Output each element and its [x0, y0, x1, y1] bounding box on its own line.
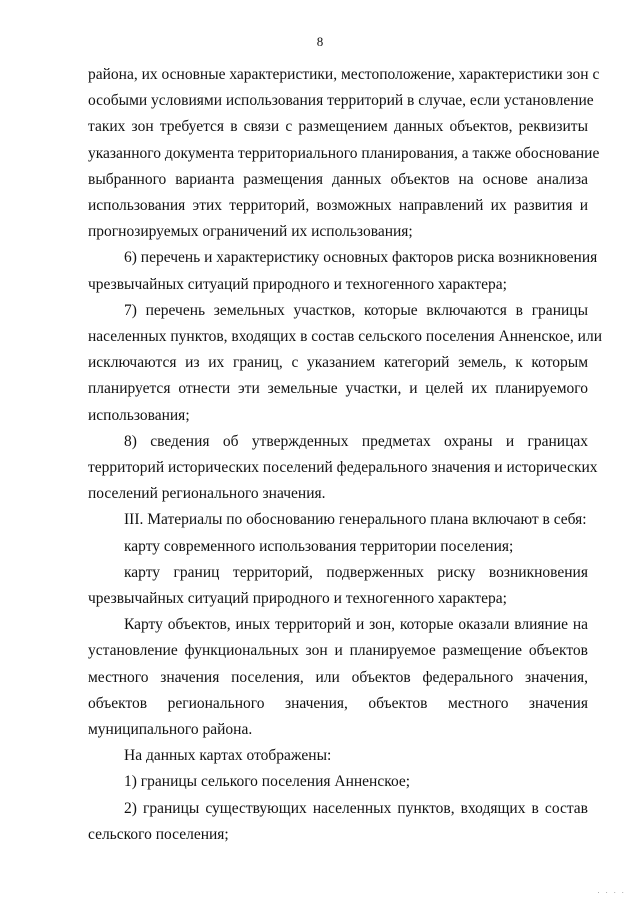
text-line: использования; — [88, 406, 190, 424]
paragraph-item-8 — [88, 429, 598, 508]
scan-corner-mark: · · · · — [597, 889, 626, 897]
text-line: установление функциональных зон и планируемое размещение объектов — [88, 642, 588, 660]
text-line: района, их основные характеристики, местоположение, характеристики зон с — [88, 66, 600, 83]
text-line: 2) границы существующих населенных пунктов, входящих в состав — [124, 799, 588, 817]
text-line: Карту объектов, иных территорий и зон, которые оказали влияние на — [124, 616, 588, 634]
paragraph-continuation — [88, 62, 600, 245]
text-line: объектов регионального значения, объектов местного значения — [88, 694, 588, 712]
paragraph-map-risk-zones — [88, 560, 588, 612]
text-line: III. Материалы по обоснованию генерального плана включают в себя: — [124, 511, 587, 529]
text-line: 8) сведения об утвержденных предметах охраны и границах — [124, 432, 588, 450]
paragraph-list-item-1 — [88, 769, 588, 795]
text-line: 6) перечень и характеристику основных факторов риска возникновения — [124, 249, 598, 267]
text-line: особыми условиями использования территорий в случае, если установление — [88, 92, 594, 110]
text-line: 1) границы селького поселения Анненское; — [124, 773, 411, 791]
paragraph-map-objects — [88, 612, 588, 743]
paragraph-item-7 — [88, 298, 602, 429]
page-number: 8 — [316, 34, 324, 49]
text-line: карту современного использования территории поселения; — [124, 537, 514, 555]
text-line: исключаются из их границ, с указанием категорий земель, к которым — [88, 354, 588, 372]
text-line: таких зон требуется в связи с размещением данных объектов, реквизиты — [88, 118, 588, 136]
text-line: На данных картах отображены: — [124, 747, 332, 765]
paragraph-map-current-use — [88, 534, 588, 560]
text-line: 7) перечень земельных участков, которые включаются в границы — [124, 301, 588, 319]
text-line: планируется отнести эти земельные участки, и целей их планируемого — [88, 380, 588, 398]
text-line: поселений регионального значения. — [88, 485, 326, 503]
document-body — [88, 62, 602, 848]
text-line: выбранного варианта размещения данных объектов на основе анализа — [88, 170, 588, 188]
text-line: прогнозируемых ограничений их использования; — [88, 223, 413, 241]
text-line: сельского поселения; — [88, 825, 229, 843]
text-line: территорий исторических поселений федерального значения и исторических — [88, 459, 598, 477]
paragraph-maps-intro — [88, 743, 588, 769]
text-line: чрезвычайных ситуаций природного и техногенного характера; — [88, 590, 507, 608]
text-line: населенных пунктов, входящих в состав сельского поселения Анненское, или — [88, 328, 602, 346]
text-line: указанного документа территориального планирования, а также обоснование — [88, 144, 600, 162]
text-line: карту границ территорий, подверженных риску возникновения — [124, 563, 588, 581]
paragraph-list-item-2 — [88, 796, 588, 848]
paragraph-item-6 — [88, 245, 598, 297]
text-line: местного значения поселения, или объектов федерального значения, — [88, 668, 588, 686]
paragraph-section-3-heading — [88, 507, 588, 533]
text-line: чрезвычайных ситуаций природного и техногенного характера; — [88, 275, 507, 293]
text-line: муниципального района. — [88, 721, 253, 739]
text-line: использования этих территорий, возможных направлений их развития и — [88, 197, 588, 215]
